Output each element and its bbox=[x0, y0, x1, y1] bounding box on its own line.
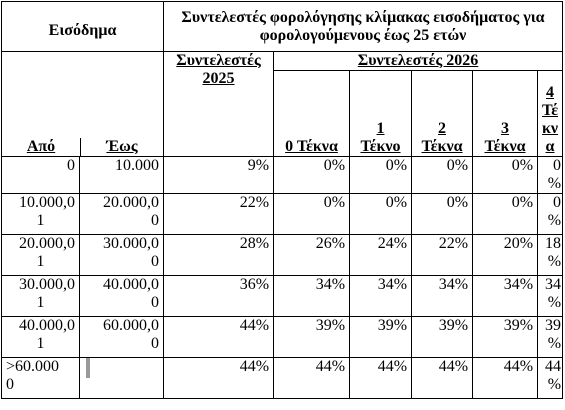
to-value: 10.000 bbox=[115, 157, 160, 174]
kids4-line3: κν bbox=[542, 120, 559, 137]
kids3-header bbox=[473, 71, 538, 157]
kids1-value: 24% bbox=[377, 235, 408, 252]
kids4-cell bbox=[538, 358, 563, 399]
kids4-cell bbox=[538, 194, 563, 235]
kids4-value: 44 bbox=[545, 358, 562, 375]
kids4-cell bbox=[538, 235, 563, 276]
kids0-value: 26% bbox=[315, 235, 346, 252]
from-value: >60.000 bbox=[6, 358, 60, 375]
kids2-cell bbox=[412, 235, 473, 276]
kids3-value: 39% bbox=[503, 317, 534, 334]
kids1-header bbox=[350, 71, 412, 157]
to-cell bbox=[80, 194, 164, 235]
income-header-text: Εισόδημα bbox=[48, 21, 117, 39]
kids2-value: 34% bbox=[438, 276, 469, 293]
rate-2025-value: 44% bbox=[239, 317, 270, 334]
to-cell bbox=[80, 317, 164, 358]
kids1-value: 39% bbox=[377, 317, 408, 334]
to-cell bbox=[80, 276, 164, 317]
kids0-cell bbox=[274, 317, 350, 358]
kids0-cell bbox=[274, 276, 350, 317]
kids4-line1: 4 bbox=[546, 84, 555, 101]
kids4-value: 18 bbox=[545, 235, 562, 252]
from-to-header-cell bbox=[2, 52, 164, 157]
to-value-wrap: 0 bbox=[151, 212, 160, 229]
kids3-cell bbox=[473, 317, 538, 358]
kids4-percent: % bbox=[547, 175, 562, 192]
kids2-value: 44% bbox=[438, 358, 469, 375]
rate-2025-value: 9% bbox=[247, 157, 270, 174]
from-value: 0 bbox=[67, 157, 75, 174]
kids4-percent: % bbox=[547, 376, 562, 393]
kids4-value: 34 bbox=[545, 276, 562, 293]
to-value: 60.000,0 bbox=[103, 317, 160, 334]
kids0-cell bbox=[274, 194, 350, 235]
kids3-cell bbox=[473, 276, 538, 317]
kids4-percent: % bbox=[547, 335, 562, 352]
from-value: 10.000,0 bbox=[19, 194, 75, 211]
rates-2025-line1: Συντελεστές bbox=[176, 52, 261, 69]
kids1-value: 34% bbox=[377, 276, 408, 293]
kids0-value: 34% bbox=[315, 276, 346, 293]
kids4-cell bbox=[538, 157, 563, 194]
kids3-cell bbox=[473, 358, 538, 399]
rate-2025-value: 36% bbox=[239, 276, 270, 293]
to-value-wrap: 0 bbox=[151, 294, 160, 311]
table-title-text: Συντελεστές φορολόγησης κλίμακας εισοδήματος για φορολογούμενους έως 25 ετών bbox=[181, 8, 545, 44]
rate-2025-value: 28% bbox=[239, 235, 270, 252]
kids2-value: 0% bbox=[446, 194, 469, 211]
from-header-text: Από bbox=[26, 138, 56, 155]
kids2-cell bbox=[412, 194, 473, 235]
kids4-percent: % bbox=[547, 294, 562, 311]
table-row bbox=[2, 157, 563, 194]
to-cell[interactable] bbox=[80, 358, 164, 399]
kids1-line2: Τέκνο bbox=[360, 138, 401, 155]
to-header bbox=[81, 138, 163, 156]
kids1-line1: 1 bbox=[376, 120, 385, 137]
to-value-wrap: 0 bbox=[151, 335, 160, 352]
to-value: 20.000,0 bbox=[103, 194, 160, 211]
kids1-cell bbox=[350, 358, 412, 399]
to-value: 30.000,0 bbox=[103, 235, 160, 252]
kids3-value: 0% bbox=[511, 157, 534, 174]
to-value-wrap: 0 bbox=[151, 253, 160, 270]
kids0-cell bbox=[274, 157, 350, 194]
kids2-value: 22% bbox=[438, 235, 469, 252]
kids3-value: 20% bbox=[503, 235, 534, 252]
kids0-value: 39% bbox=[315, 317, 346, 334]
kids2-header bbox=[412, 71, 473, 157]
from-cell bbox=[2, 276, 80, 317]
from-cell bbox=[2, 194, 80, 235]
kids4-percent: % bbox=[547, 253, 562, 270]
kids3-cell bbox=[473, 157, 538, 194]
kids1-cell bbox=[350, 317, 412, 358]
kids2-cell bbox=[412, 276, 473, 317]
kids1-cell bbox=[350, 157, 412, 194]
to-cell bbox=[80, 235, 164, 276]
from-value: 40.000,0 bbox=[19, 317, 75, 334]
rate-2025-cell bbox=[164, 358, 274, 399]
from-header bbox=[2, 138, 81, 156]
from-value-wrap: 1 bbox=[36, 212, 45, 229]
table-row bbox=[2, 317, 563, 358]
kids0-cell bbox=[274, 235, 350, 276]
table-row bbox=[2, 276, 563, 317]
to-cell bbox=[80, 157, 164, 194]
to-value: 40.000,0 bbox=[103, 276, 160, 293]
kids0-cell bbox=[274, 358, 350, 399]
rate-2025-cell bbox=[164, 235, 274, 276]
table-row bbox=[2, 194, 563, 235]
rates-2025-header bbox=[164, 52, 274, 157]
kids4-line2: Τέ bbox=[541, 102, 559, 119]
table-row bbox=[2, 358, 563, 399]
from-cell bbox=[2, 157, 80, 194]
kids1-cell bbox=[350, 194, 412, 235]
kids3-value: 34% bbox=[503, 276, 534, 293]
kids3-line1: 3 bbox=[501, 120, 510, 137]
tax-rate-table bbox=[1, 1, 563, 399]
rate-2025-cell bbox=[164, 194, 274, 235]
kids2-line1: 2 bbox=[438, 120, 447, 137]
kids0-header bbox=[274, 71, 350, 157]
from-value: 30.000,0 bbox=[19, 276, 75, 293]
kids2-cell bbox=[412, 358, 473, 399]
kids1-cell bbox=[350, 276, 412, 317]
table-row bbox=[2, 235, 563, 276]
kids1-value: 0% bbox=[385, 157, 408, 174]
rate-2025-cell bbox=[164, 276, 274, 317]
kids3-cell bbox=[473, 235, 538, 276]
rate-2025-cell bbox=[164, 157, 274, 194]
kids4-percent: % bbox=[547, 212, 562, 229]
from-value-wrap: 1 bbox=[36, 253, 45, 270]
rates-2026-header bbox=[274, 52, 563, 71]
kids4-value: 0 bbox=[553, 194, 562, 211]
table-title bbox=[164, 2, 563, 52]
kids4-line4: α bbox=[545, 138, 555, 155]
kids2-value: 0% bbox=[446, 157, 469, 174]
kids3-value: 0% bbox=[511, 194, 534, 211]
kids4-value: 0 bbox=[553, 157, 562, 174]
from-value-wrap: 1 bbox=[36, 294, 45, 311]
kids2-line2: Τέκνα bbox=[421, 138, 463, 155]
kids0-value: 0% bbox=[323, 157, 346, 174]
from-cell bbox=[2, 235, 80, 276]
rates-2025-line2: 2025 bbox=[202, 70, 235, 87]
kids0-text: 0 Τέκνα bbox=[285, 138, 338, 155]
kids3-line2: Τέκνα bbox=[484, 138, 526, 155]
kids1-value: 0% bbox=[385, 194, 408, 211]
income-header bbox=[2, 2, 164, 52]
kids0-value: 0% bbox=[323, 194, 346, 211]
kids0-value: 44% bbox=[315, 358, 346, 375]
text-cursor bbox=[86, 358, 90, 378]
kids2-cell bbox=[412, 157, 473, 194]
kids1-value: 44% bbox=[377, 358, 408, 375]
from-cell bbox=[2, 358, 80, 399]
to-header-text: Έως bbox=[106, 138, 138, 155]
rate-2025-cell bbox=[164, 317, 274, 358]
from-value-wrap: 1 bbox=[36, 335, 45, 352]
kids4-header bbox=[538, 71, 563, 157]
kids1-cell bbox=[350, 235, 412, 276]
kids3-cell bbox=[473, 194, 538, 235]
kids4-cell bbox=[538, 317, 563, 358]
kids2-value: 39% bbox=[438, 317, 469, 334]
from-value-wrap: 0 bbox=[6, 376, 14, 393]
kids2-cell bbox=[412, 317, 473, 358]
kids4-value: 39 bbox=[545, 317, 562, 334]
from-cell bbox=[2, 317, 80, 358]
rate-2025-value: 44% bbox=[239, 358, 270, 375]
kids4-cell bbox=[538, 276, 563, 317]
from-value: 20.000,0 bbox=[19, 235, 75, 252]
rates-2026-text: Συντελεστές 2026 bbox=[357, 52, 479, 69]
rate-2025-value: 22% bbox=[239, 194, 270, 211]
kids3-value: 44% bbox=[503, 358, 534, 375]
